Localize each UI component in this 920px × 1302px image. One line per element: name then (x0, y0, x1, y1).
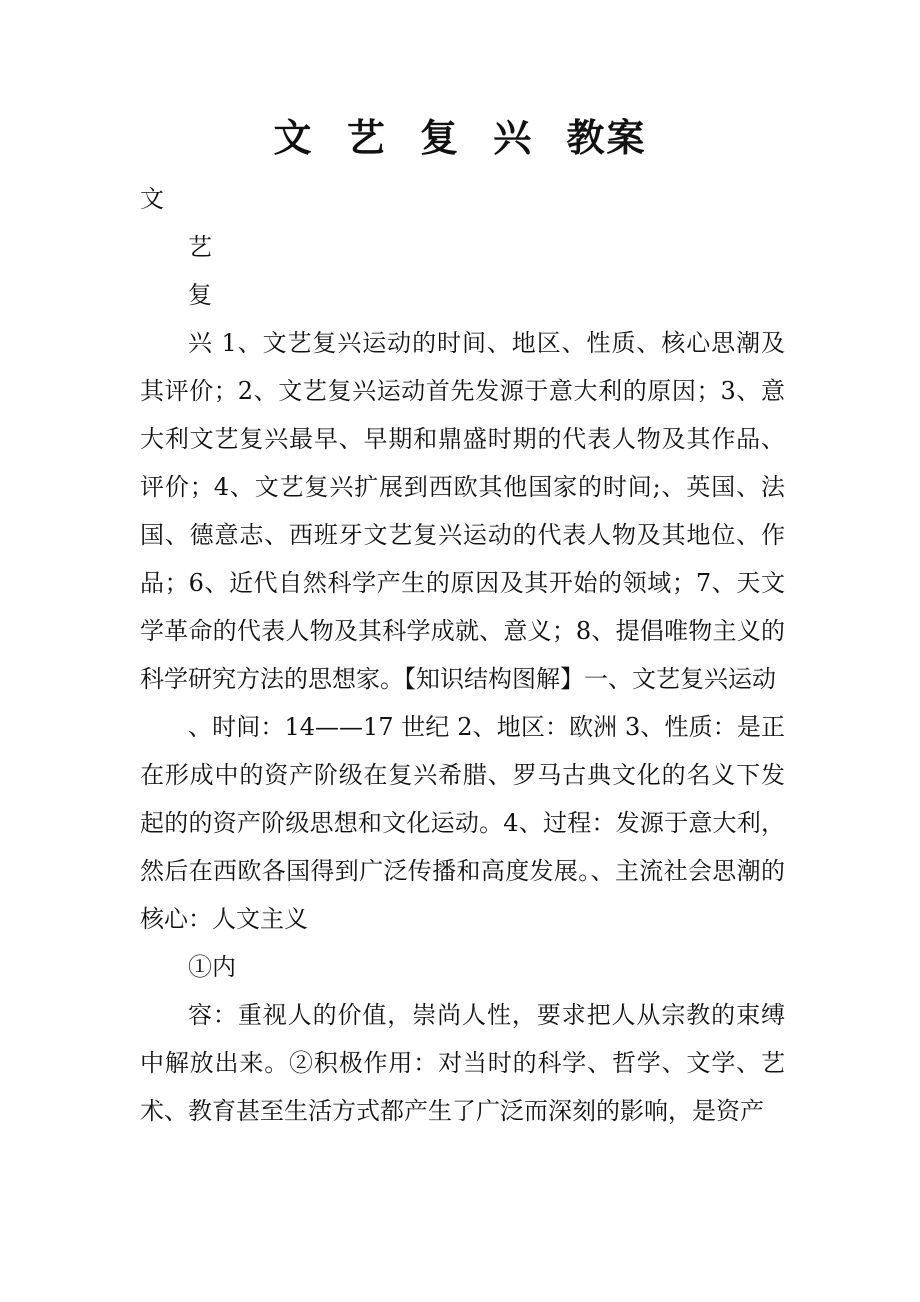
paragraph-5: 、时间：14——17 世纪 2、地区：欧洲 3、性质：是正在形成中的资产阶级在复兴希腊、罗马古典文化的名义下发起的的资产阶级思想和文化运动。4、过程：发源于意大利，然后在西欧各国得到广泛传播和高度发展。、主流社会思潮的核心：人文主义 (140, 713, 785, 933)
paragraph-4: 兴 1、文艺复兴运动的时间、地区、性质、核心思潮及其评价；2、文艺复兴运动首先发源于意大利的原因；3、意大利文艺复兴最早、早期和鼎盛时期的代表人物及其作品、评价；4、文艺复兴扩展到西欧其他国家的时间;、英国、法国、德意志、西班牙文艺复兴运动的代表人物及其地位、作品；6、近代自然科学产生的原因及其开始的领域；7、天文学革命的代表人物及其科学成就、意义；8、提倡唯物主义的科学研究方法的思想家。【知识结构图解】一、文艺复兴运动 (140, 329, 785, 693)
paragraph-3: 复 (188, 281, 212, 309)
document-title: 文 艺 复 兴 教案 (273, 115, 647, 160)
paragraph-1: 文 (140, 185, 164, 213)
paragraph-6: ①内 (188, 953, 236, 981)
paragraph-7: 容：重视人的价值，崇尚人性，要求把人从宗教的束缚中解放出来。②积极作用：对当时的科学、哲学、文学、艺术、教育甚至生活方式都产生了广泛而深刻的影响，是资产 (140, 1001, 785, 1125)
paragraph-2: 艺 (188, 233, 212, 261)
document-body (140, 175, 785, 1135)
